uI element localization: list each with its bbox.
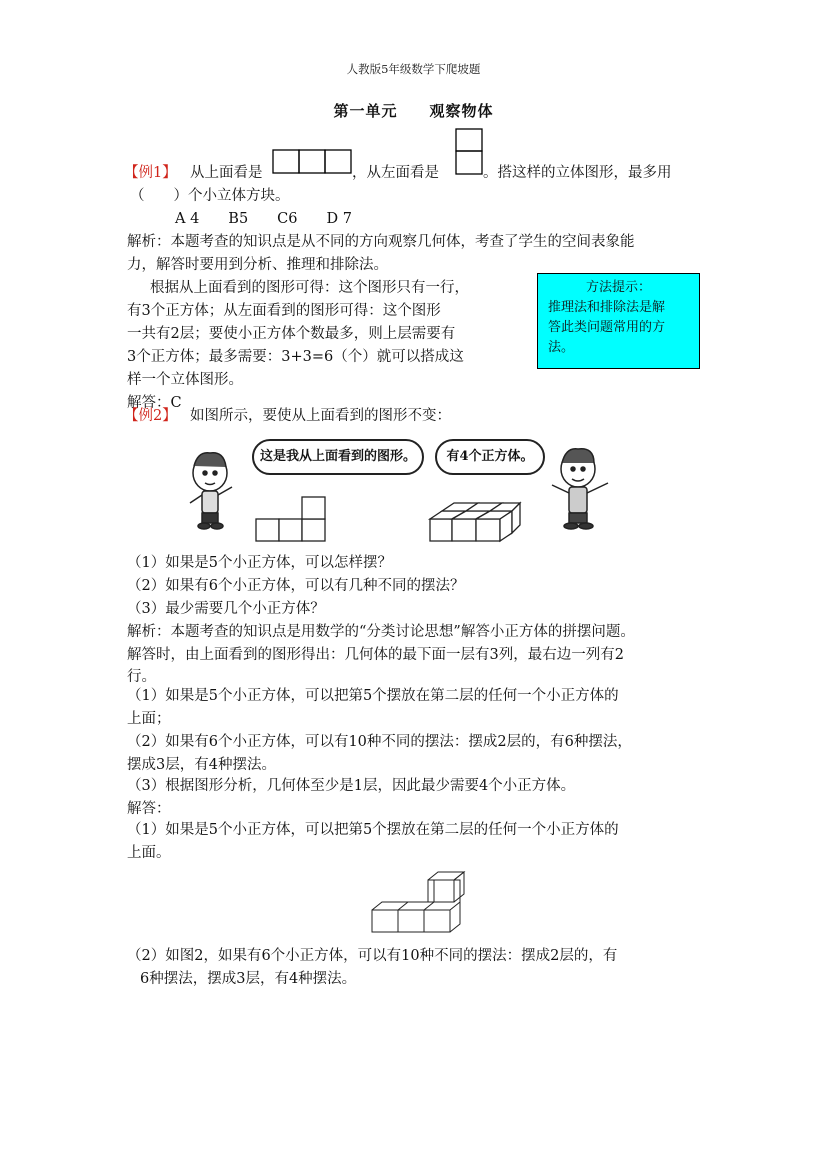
example-2-illustration <box>180 433 620 545</box>
tip-line: 法。 <box>548 340 575 355</box>
example-1-text-a: 从上面看是 <box>190 165 263 181</box>
top-view-figure <box>272 149 352 175</box>
page-title: 第一单元 观察物体 <box>333 102 494 120</box>
analysis-line: 解答时，由上面看到的图形得出：几何体的最下面一层有3列，最右边一列有2 <box>127 647 624 663</box>
answer-label: 解答： <box>127 801 171 817</box>
example-1-tag: 【例1】 <box>124 165 177 181</box>
example-1-text-b: ，从左面看是 <box>352 165 439 181</box>
example-2-tag: 【例2】 <box>124 408 177 424</box>
example-1-answer: 解答：C <box>127 395 182 411</box>
speech-bubble-right: 有4个正方体。 <box>435 439 545 475</box>
example-1-question: （ ）个小立体方块。 <box>130 188 290 204</box>
cube-group-right <box>430 503 520 541</box>
analysis-line: 一共有2层；要使小正方体个数最多，则上层需要有 <box>127 326 456 342</box>
illustration-drawing <box>180 433 620 545</box>
solution-cube-figure <box>368 866 468 936</box>
analysis-line: 上面； <box>127 711 171 727</box>
analysis-line: 行。 <box>127 669 156 685</box>
tip-title: 方法提示： <box>585 280 651 295</box>
analysis-line: 根据从上面看到的图形可得：这个图形只有一行， <box>150 280 469 296</box>
question-line: （2）如果有6个小正方体，可以有几种不同的摆法？ <box>127 578 465 594</box>
analysis-line: （3）根据图形分析，几何体至少是1层，因此最少需要4个小正方体。 <box>127 778 576 794</box>
analysis-line: （2）如果有6个小正方体，可以有10种不同的摆法：摆成2层的，有6种摆法， <box>127 734 632 750</box>
example-1-text-c: 。搭这样的立体图形，最多用 <box>483 165 672 181</box>
left-view-figure <box>455 128 485 176</box>
analysis-line: 解析：本题考查的知识点是用数学的“分类讨论思想”解答小正方体的拼摆问题。 <box>127 624 635 640</box>
analysis-line: 样一个立体图形。 <box>127 372 243 388</box>
question-line: （1）如果是5个小正方体，可以怎样摆？ <box>127 555 392 571</box>
question-line: （3）最少需要几个小正方体？ <box>127 601 325 617</box>
analysis-line: 解析：本题考查的知识点是从不同的方向观察几何体，考查了学生的空间表象能 <box>127 234 635 250</box>
page-header: 人教版5年级数学下爬坡题 <box>346 62 481 76</box>
tip-line: 推理法和排除法是解 <box>548 300 666 315</box>
example-2-intro: 如图所示，要使从上面看到的图形不变： <box>190 408 451 424</box>
solution-line: 6种摆法，摆成3层，有4种摆法。 <box>140 971 357 987</box>
cartoon-boy-right-icon <box>552 449 608 529</box>
solution-line: 上面。 <box>127 845 171 861</box>
speech-bubble-left: 这是我从上面看到的图形。 <box>252 439 424 475</box>
cartoon-boy-left-icon <box>190 453 232 529</box>
front-view-cubes-left <box>256 497 325 541</box>
solution-line: （1）如果是5个小正方体，可以把第5个摆放在第二层的任何一个小正方体的 <box>127 822 619 838</box>
example-1-options: A 4 B5 C6 D 7 <box>175 211 352 227</box>
analysis-line: 有3个正方体；从左面看到的图形可得：这个图形 <box>127 303 441 319</box>
analysis-line: （1）如果是5个小正方体，可以把第5个摆放在第二层的任何一个小正方体的 <box>127 688 619 704</box>
analysis-line: 3个正方体；最多需要：3+3=6（个）就可以搭成这 <box>127 349 464 365</box>
analysis-line: 摆成3层，有4种摆法。 <box>127 757 276 773</box>
tip-line: 答此类问题常用的方 <box>548 320 666 335</box>
method-tip-box <box>537 273 700 369</box>
solution-line: （2）如图2，如果有6个小正方体，可以有10种不同的摆法：摆成2层的，有 <box>127 948 618 964</box>
analysis-line: 力，解答时要用到分析、推理和排除法。 <box>127 257 388 273</box>
